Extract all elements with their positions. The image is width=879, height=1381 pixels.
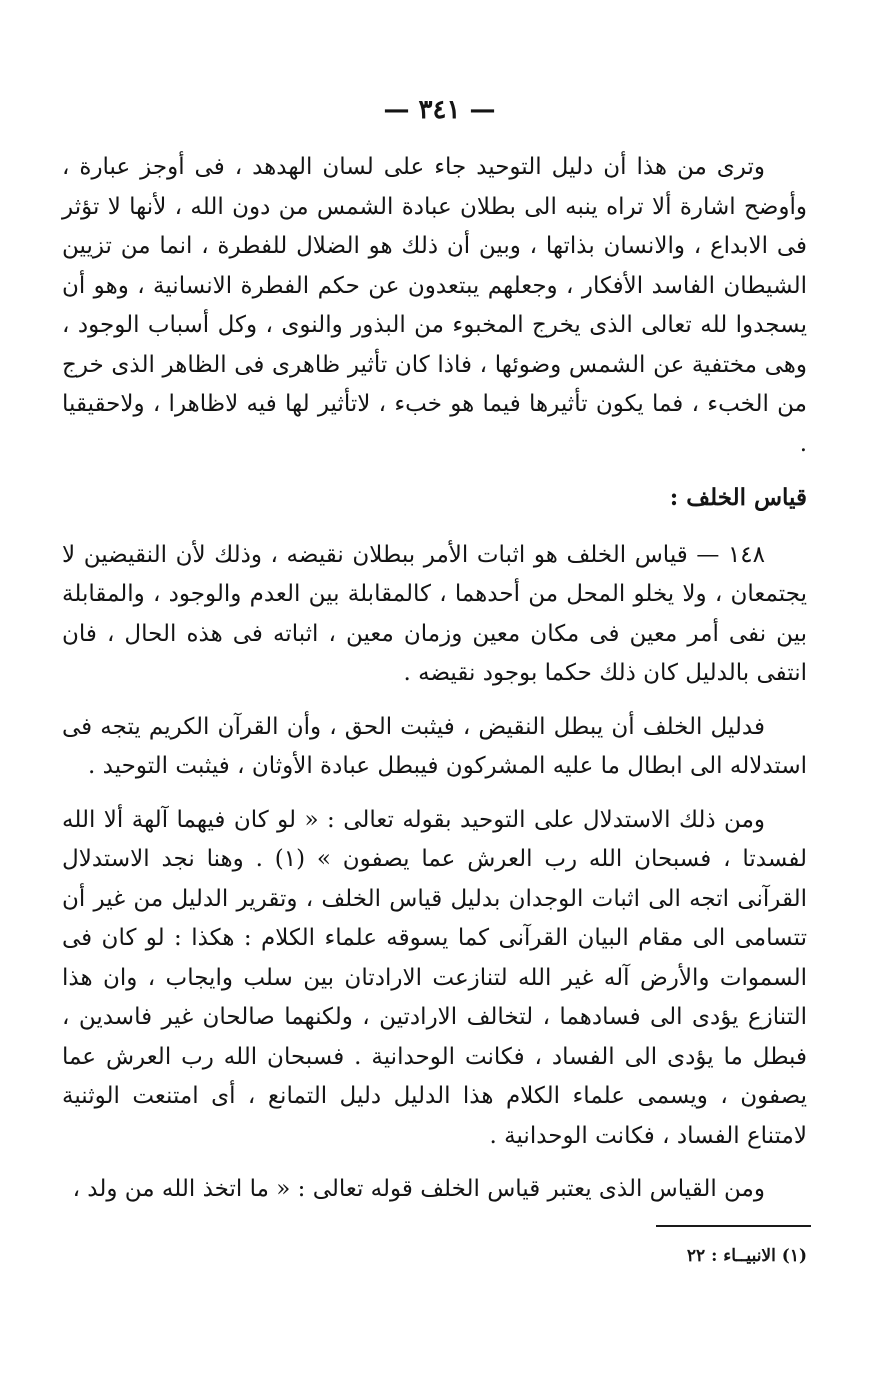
footnote-separator <box>656 1225 811 1227</box>
paragraph-148: ١٤٨ — قياس الخلف هو اثبات الأمر ببطلان نقيضه ، وذلك لأن النقيضين لا يجتمعان ، ولا يخلو المحل من أحدهما ، كالمقابلة بين العدم والوجود ، والمقابلة بين نفى أمر معين فى مكان معين وزمان معين ، اثباته فى هذه الحال ، فان انتفى بالدليل كان ذلك حكما بوجود نقيضه . <box>62 541 807 686</box>
page-number: — ٣٤١ — <box>383 95 496 125</box>
main-text <box>62 148 807 1210</box>
paragraph-final: ومن القياس الذى يعتبر قياس الخلف قوله تعالى : « ما اتخذ الله من ولد ، <box>72 1176 765 1202</box>
section-heading: قياس الخلف : <box>669 484 807 511</box>
paragraph-khalf-proof: فدليل الخلف أن يبطل النقيض ، فيثبت الحق ، وأن القرآن الكريم يتجه فى استدلاله الى ابطال ما عليه المشركون فيبطل عبادة الأوثان ، فيثبت التوحيد . <box>62 713 807 779</box>
paragraph-tawhid-argument: ومن ذلك الاستدلال على التوحيد بقوله تعالى : « لو كان فيهما آلهة ألا الله لفسدتا ، فسبحان الله رب العرش عما يصفون » (١) . وهنا نجد الاستدلال القرآنى اتجه الى اثبات الوجدان بدليل قياس الخلف ، وتقرير الدليل من غير أن تتسامى الى مقام البيان القرآنى كما يسوقه علماء الكلام : هكذا : لو كان فى السموات والأرض آله غير الله لتنازعت الارادتان بين سلب وايجاب ، وان هذا التنازع يؤدى الى فسادهما ، لتخالف الارادتين ، ولكنهما صالحان غير فاسدين ، فبطل ما يؤدى الى الفساد ، فكانت الوحدانية . فسبحان الله رب العرش عما يصفون ، ويسمى علماء الكلام هذا الدليل دليل التمانع ، أى امتنعت الوثنية لامتناع الفساد ، فكانت الوحدانية . <box>62 806 807 1149</box>
paragraph-hoopoe: وترى من هذا أن دليل التوحيد جاء على لسان الهدهد ، فى أوجز عبارة ، وأوضح اشارة ألا تراه ينبه الى بطلان عبادة الشمس من دون الله ، لأنها لا تؤثر فى الابداع ، والانسان بذاتها ، وبين أن ذلك هو الضلال للفطرة ، انما من تزيين الشيطان الفاسد الأفكار ، وجعلهم يبتعدون عن حكم الفطرة الانسانية ، وهو أن يسجدوا لله تعالى الذى يخرج المخبوء من البذور والنوى ، وكل أسباب الوجود ، وهى مختفية عن الشمس وضوئها ، فاذا كان تأثير ظاهرى فى الظاهر الذى خرج من الخبء ، فما يكون تأثيرها فيما هو خبء ، لاتأثير لها فيه لاظاهرا ، ولاحقيقيا . <box>62 154 807 457</box>
footnote: (١) الانبيــاء : ٢٢ <box>686 1246 807 1266</box>
